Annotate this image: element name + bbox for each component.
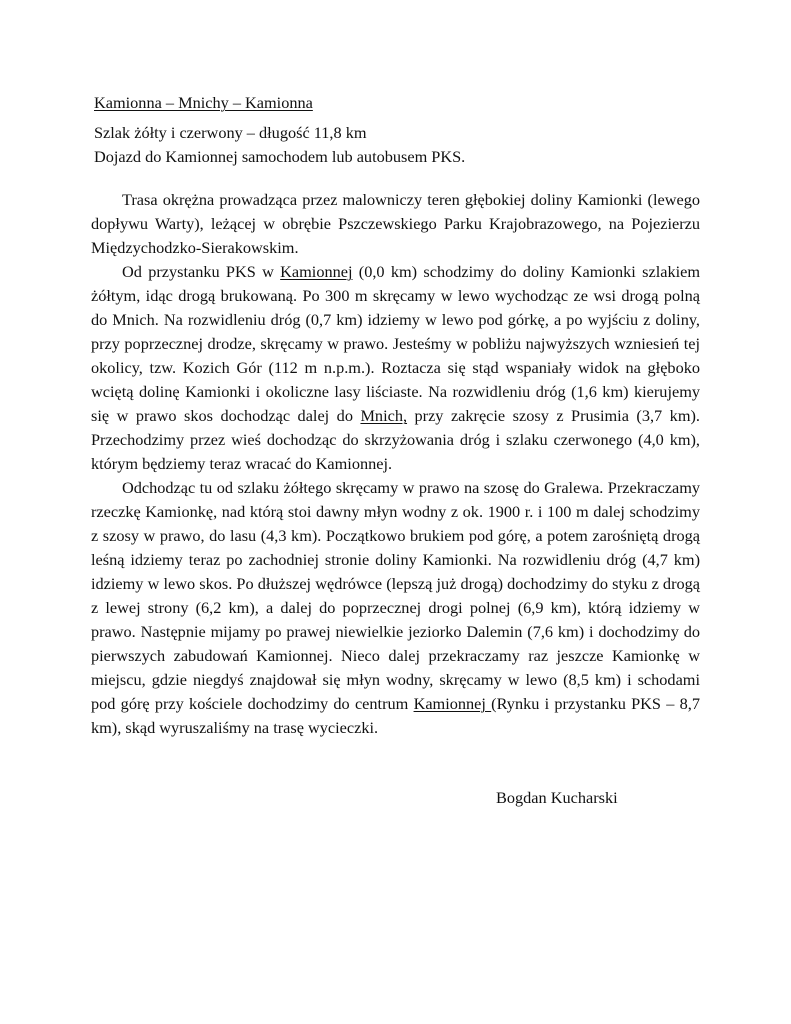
paragraph-intro-text: Trasa okrężna prowadząca przez malowniczy teren głębokiej doliny Kamionki (lewego dopływu Warty), leżącej w obrębie Pszczewskiego Parku Krajobrazowego, na Pojezierzu Międzychodzko-Sierakowskim. <box>91 190 700 257</box>
link-kamionnej[interactable]: Kamionnej <box>280 262 353 281</box>
link-kamionnej-center[interactable]: Kamionnej <box>413 694 492 713</box>
page-title: Kamionna – Mnichy – Kamionna <box>94 93 313 112</box>
paragraph-yellow-trail <box>91 260 700 476</box>
paragraph-text: Od przystanku PKS w <box>122 262 281 281</box>
trail-description <box>91 188 700 740</box>
trail-meta <box>94 121 694 169</box>
paragraph-red-trail <box>91 476 700 740</box>
link-mnich[interactable]: Mnich, <box>360 406 408 425</box>
access-info: Dojazd do Kamionnej samochodem lub autobusem PKS. <box>94 147 466 166</box>
paragraph-intro <box>91 188 700 260</box>
paragraph-text: (0,0 km) schodzimy do doliny Kamionki szlakiem żółtym, idąc drogą brukowaną. Po 300 m skręcamy w lewo wychodząc ze wsi drogą polną do Mnich. Na rozwidleniu dróg (0,7 km) idziemy w lewo pod górkę, a po wyjściu z doliny, przy poprzecznej drodze, skręcamy w prawo. Jesteśmy w pobliżu najwyższych wzniesień tej okolicy, tzw. Kozich Gór (112 m n.p.m.). Roztacza się stąd wspaniały widok na głęboko wciętą dolinę Kamionki i okoliczne lasy liściaste. Na rozwidleniu dróg (1,6 km) kierujemy się w prawo skos dochodząc dalej do <box>91 262 700 425</box>
trail-info: Szlak żółty i czerwony – długość 11,8 km <box>94 123 367 142</box>
author-signature: Bogdan Kucharski <box>496 788 618 807</box>
paragraph-text: (Rynku i przystanku PKS – 8,7 km), skąd wyruszaliśmy na trasę wycieczki. <box>91 694 700 737</box>
paragraph-text: Odchodząc tu od szlaku żółtego skręcamy w prawo na szosę do Gralewa. Przekraczamy rzeczkę Kamionkę, nad którą stoi dawny młyn wodny z ok. 1900 r. i 100 m dalej schodzimy z szosy w prawo, do lasu (4,3 km). Początkowo brukiem pod górę, a potem zarośniętą drogą leśną idziemy teraz po zachodniej stronie doliny Kamionki. Na rozwidleniu dróg (4,7 km) idziemy w lewo skos. Po dłuższej wędrówce (lepszą już drogą) dochodzimy do styku z drogą z lewej strony (6,2 km), a dalej do poprzecznej drogi polnej (6,9 km), którą idziemy w prawo. Następnie mijamy po prawej niewielkie jeziorko Dalemin (7,6 km) i dochodzimy do pierwszych zabudowań Kamionnej. Nieco dalej przekraczamy raz jeszcze Kamionkę w miejscu, gdzie niegdyś znajdował się młyn wodny, skręcamy w lewo (8,5 km) i schodami pod górę przy kościele dochodzimy do centrum <box>91 478 700 713</box>
paragraph-text: przy zakręcie szosy z Prusimia (3,7 km). Przechodzimy przez wieś dochodząc do skrzyżowania dróg i szlaku czerwonego (4,0 km), którym będziemy teraz wracać do Kamionnej. <box>91 406 700 473</box>
